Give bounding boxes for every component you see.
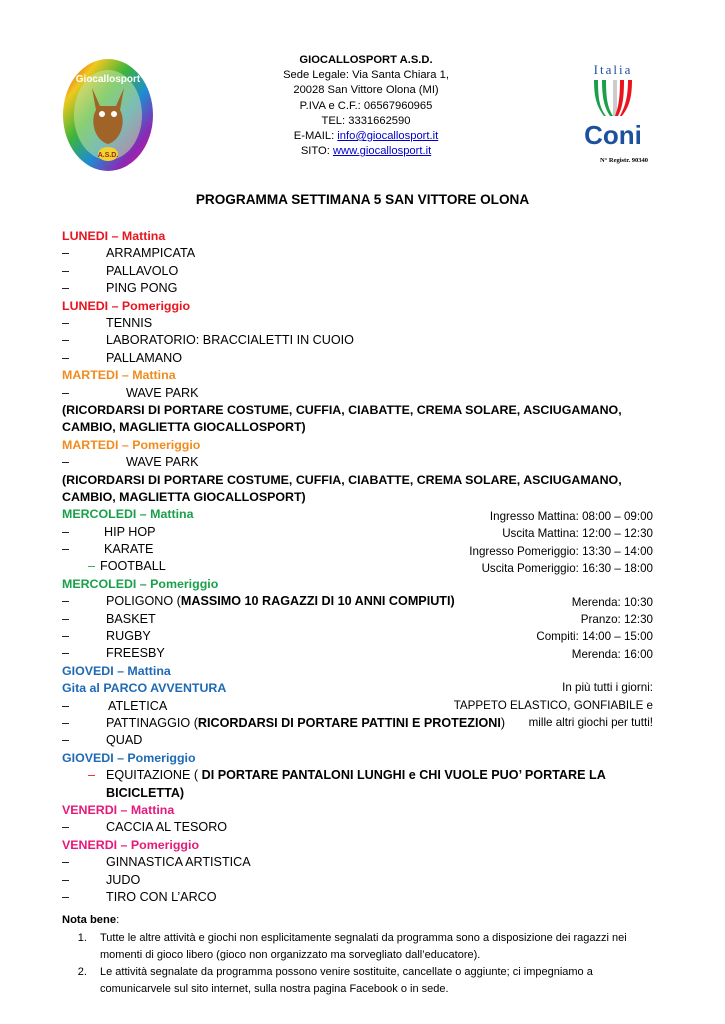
dash-marker: – [62, 246, 70, 261]
day-heading: VENERDI – Mattina [62, 802, 175, 817]
activity-item [62, 263, 662, 280]
email-line: E-MAIL: info@giocallosport.it [293, 130, 439, 143]
dash-marker: – [62, 820, 70, 835]
activity-label: RUGBY [106, 629, 151, 644]
dash-marker: – [62, 385, 70, 400]
dash-marker: – [62, 733, 70, 748]
activity-note: BICICLETTA) [106, 785, 185, 800]
times-group [454, 594, 653, 664]
giocallosport-logo [62, 58, 154, 172]
activity-note: RICORDARSI DI PORTARE PATTINI E PROTEZIONI [197, 716, 501, 730]
activity-label: QUAD [106, 733, 143, 748]
dash-marker: – [62, 698, 70, 713]
times-line: In più tutti i giorni: [562, 681, 653, 695]
day-heading: MARTEDI – Pomeriggio [62, 437, 201, 452]
times-group [454, 679, 653, 731]
reminder-note: (RICORDARSI DI PORTARE COSTUME, CUFFIA, CIABATTE, CREMA SOLARE, ASCIUGAMANO, CAMBIO, MAGLIETTA GIOCALLOSPORT) [62, 472, 622, 504]
times-line: Ingresso Pomeriggio: 13:30 – 14:00 [469, 544, 653, 558]
activity-item [62, 767, 662, 784]
dash-marker: – [88, 768, 96, 783]
nota-bene: Nota bene: 1. Tutte le altre attività e giochi non esplicitamente segnalati da programma sono a disposizione dei ragazzi nei momenti di gioco libero (gioco non organizzato ma sorvegliato dall’educatore). 2. Le attività segnalate da programma possono venire sostituite, cancellate o aggiunte; ci impegniamo a comunicarvele sul sito internet, sulla nostra pagina Facebook o in sede. [62, 914, 660, 998]
svg-text:N° Registr. 90340: N° Registr. 90340 [599, 157, 649, 164]
times-line: Merenda: 16:00 [571, 647, 653, 661]
header-line: 20028 San Vittore Olona (MI) [293, 84, 439, 97]
nota-item: 1. Tutte le altre attività e giochi non esplicitamente segnalati da programma sono a disposizione dei ragazzi nei momenti di gioco libero (gioco non organizzato ma sorvegliato dall’educatore). [90, 930, 660, 964]
activity-label: LABORATORIO: BRACCIALETTI IN CUOIO [106, 333, 354, 348]
activity-item [62, 280, 662, 297]
dash-marker: – [62, 855, 70, 870]
dash-marker: – [62, 281, 70, 296]
day-heading: LUNEDI – Pomeriggio [62, 298, 191, 313]
times-line: TAPPETO ELASTICO, GONFIABILE e [453, 698, 653, 712]
dash-marker: – [62, 716, 70, 730]
times-group [454, 508, 653, 578]
day-heading: MERCOLEDI – Mattina [62, 507, 194, 522]
dash-marker: – [62, 542, 70, 557]
dash-marker: – [62, 350, 70, 365]
activity-label: JUDO [106, 872, 141, 887]
svg-text:Italia: Italia [593, 62, 633, 77]
dash-marker: – [62, 333, 70, 348]
times-box [454, 508, 653, 747]
nota-title: Nota bene [62, 914, 117, 926]
site-line: SITO: www.giocallosport.it [300, 145, 432, 158]
activity-label: HIP HOP [104, 524, 156, 539]
day-heading: VENERDI – Pomeriggio [62, 837, 200, 852]
activity-label: TIRO CON L’ARCO [106, 889, 217, 904]
activity-label: WAVE PARK [126, 455, 199, 470]
dash-marker: – [62, 455, 70, 470]
svg-text:A.S.D.: A.S.D. [97, 152, 119, 159]
dash-marker: – [62, 872, 70, 887]
dash-marker: – [62, 611, 70, 626]
header-info [250, 53, 482, 159]
activity-item [62, 872, 662, 889]
dash-marker: – [62, 524, 70, 539]
activity-label: ARRAMPICATA [106, 246, 196, 261]
dash-marker: – [62, 594, 70, 609]
activity-note: DI PORTARE PANTALONI LUNGHI e CHI VUOLE PUO’ PORTARE LA [201, 768, 606, 783]
header-line: TEL: 3331662590 [321, 114, 411, 127]
activity-label: WAVE PARK [126, 385, 199, 400]
logo-text: Giocallosport [75, 74, 141, 85]
activity-label: PALLAMANO [106, 350, 183, 365]
activity-item [62, 385, 662, 402]
activity-label: ATLETICA [108, 698, 168, 713]
email-link[interactable]: info@giocallosport.it [337, 130, 439, 143]
header-line: P.IVA e C.F.: 06567960965 [299, 99, 433, 112]
dash-marker: – [62, 889, 70, 904]
day-heading: Gita al PARCO AVVENTURA [62, 681, 227, 696]
site-link[interactable]: www.giocallosport.it [332, 145, 432, 158]
activity-item [62, 454, 662, 471]
activity-label: POLIGONO ( [106, 594, 181, 609]
activity-item [62, 819, 662, 836]
day-heading: GIOVEDI – Mattina [62, 663, 171, 678]
header-line: Sede Legale: Via Santa Chiara 1, [283, 69, 449, 82]
times-line: Ingresso Mattina: 08:00 – 09:00 [489, 510, 653, 523]
activity-item: – PATTINAGGIO (RICORDARSI DI PORTARE PATTINI E PROTEZIONI) [62, 715, 662, 732]
times-line: mille altri giochi per tutti! [528, 716, 653, 730]
times-line: Uscita Pomeriggio: 16:30 – 18:00 [481, 562, 653, 576]
dash-marker: – [62, 629, 70, 644]
activity-label: TENNIS [106, 315, 153, 330]
activity-item [62, 889, 662, 906]
activity-label: FOOTBALL [100, 559, 166, 574]
times-line: Merenda: 10:30 [571, 595, 653, 609]
page-title: PROGRAMMA SETTIMANA 5 SAN VITTORE OLONA [195, 192, 530, 207]
svg-text:Coni: Coni [584, 120, 642, 150]
nota-item: 2. Le attività segnalate da programma possono venire sostituite, cancellate o aggiunte; ci impegniamo a comunicarvele sul sito internet, sulla nostra pagina Facebook o in sede. [90, 964, 660, 998]
activity-label: GINNASTICA ARTISTICA [106, 855, 251, 870]
coni-logo [572, 60, 654, 170]
dash-marker: – [62, 263, 70, 278]
dash-marker: – [62, 646, 70, 661]
nota-list [62, 930, 660, 998]
day-heading: GIOVEDI – Pomeriggio [62, 750, 196, 765]
times-line: Compiti: 14:00 – 15:00 [536, 630, 653, 644]
activity-item [62, 315, 662, 332]
dash-marker: – [62, 315, 70, 330]
day-heading: LUNEDI – Mattina [62, 229, 166, 243]
activity-item [62, 245, 662, 262]
coni-stripes-icon [594, 80, 632, 116]
activity-label: CACCIA AL TESORO [106, 820, 228, 835]
activity-note: MASSIMO 10 RAGAZZI DI 10 ANNI COMPIUTI) [180, 594, 455, 609]
times-line: Pranzo: 12:30 [580, 613, 653, 627]
day-heading: MARTEDI – Mattina [62, 368, 176, 383]
activity-item [62, 350, 662, 367]
activity-label: PATTINAGGIO ( [106, 716, 198, 730]
day-heading: MERCOLEDI – Pomeriggio [62, 576, 219, 591]
activity-label: BASKET [106, 611, 156, 626]
reminder-note: (RICORDARSI DI PORTARE COSTUME, CUFFIA, CIABATTE, CREMA SOLARE, ASCIUGAMANO, CAMBIO, MAGLIETTA GIOCALLOSPORT) [62, 402, 622, 435]
activity-label: PALLAVOLO [106, 263, 179, 278]
activity-label: FREESBY [106, 646, 165, 661]
times-line: Uscita Mattina: 12:00 – 12:30 [502, 527, 653, 541]
company-name: GIOCALLOSPORT A.S.D. [299, 54, 433, 66]
activity-label: PING PONG [106, 281, 178, 296]
dash-marker: – [88, 559, 96, 574]
activity-item [62, 854, 662, 871]
activity-label: KARATE [104, 542, 154, 557]
activity-item [62, 332, 662, 349]
activity-label: EQUITAZIONE ( [106, 768, 202, 783]
